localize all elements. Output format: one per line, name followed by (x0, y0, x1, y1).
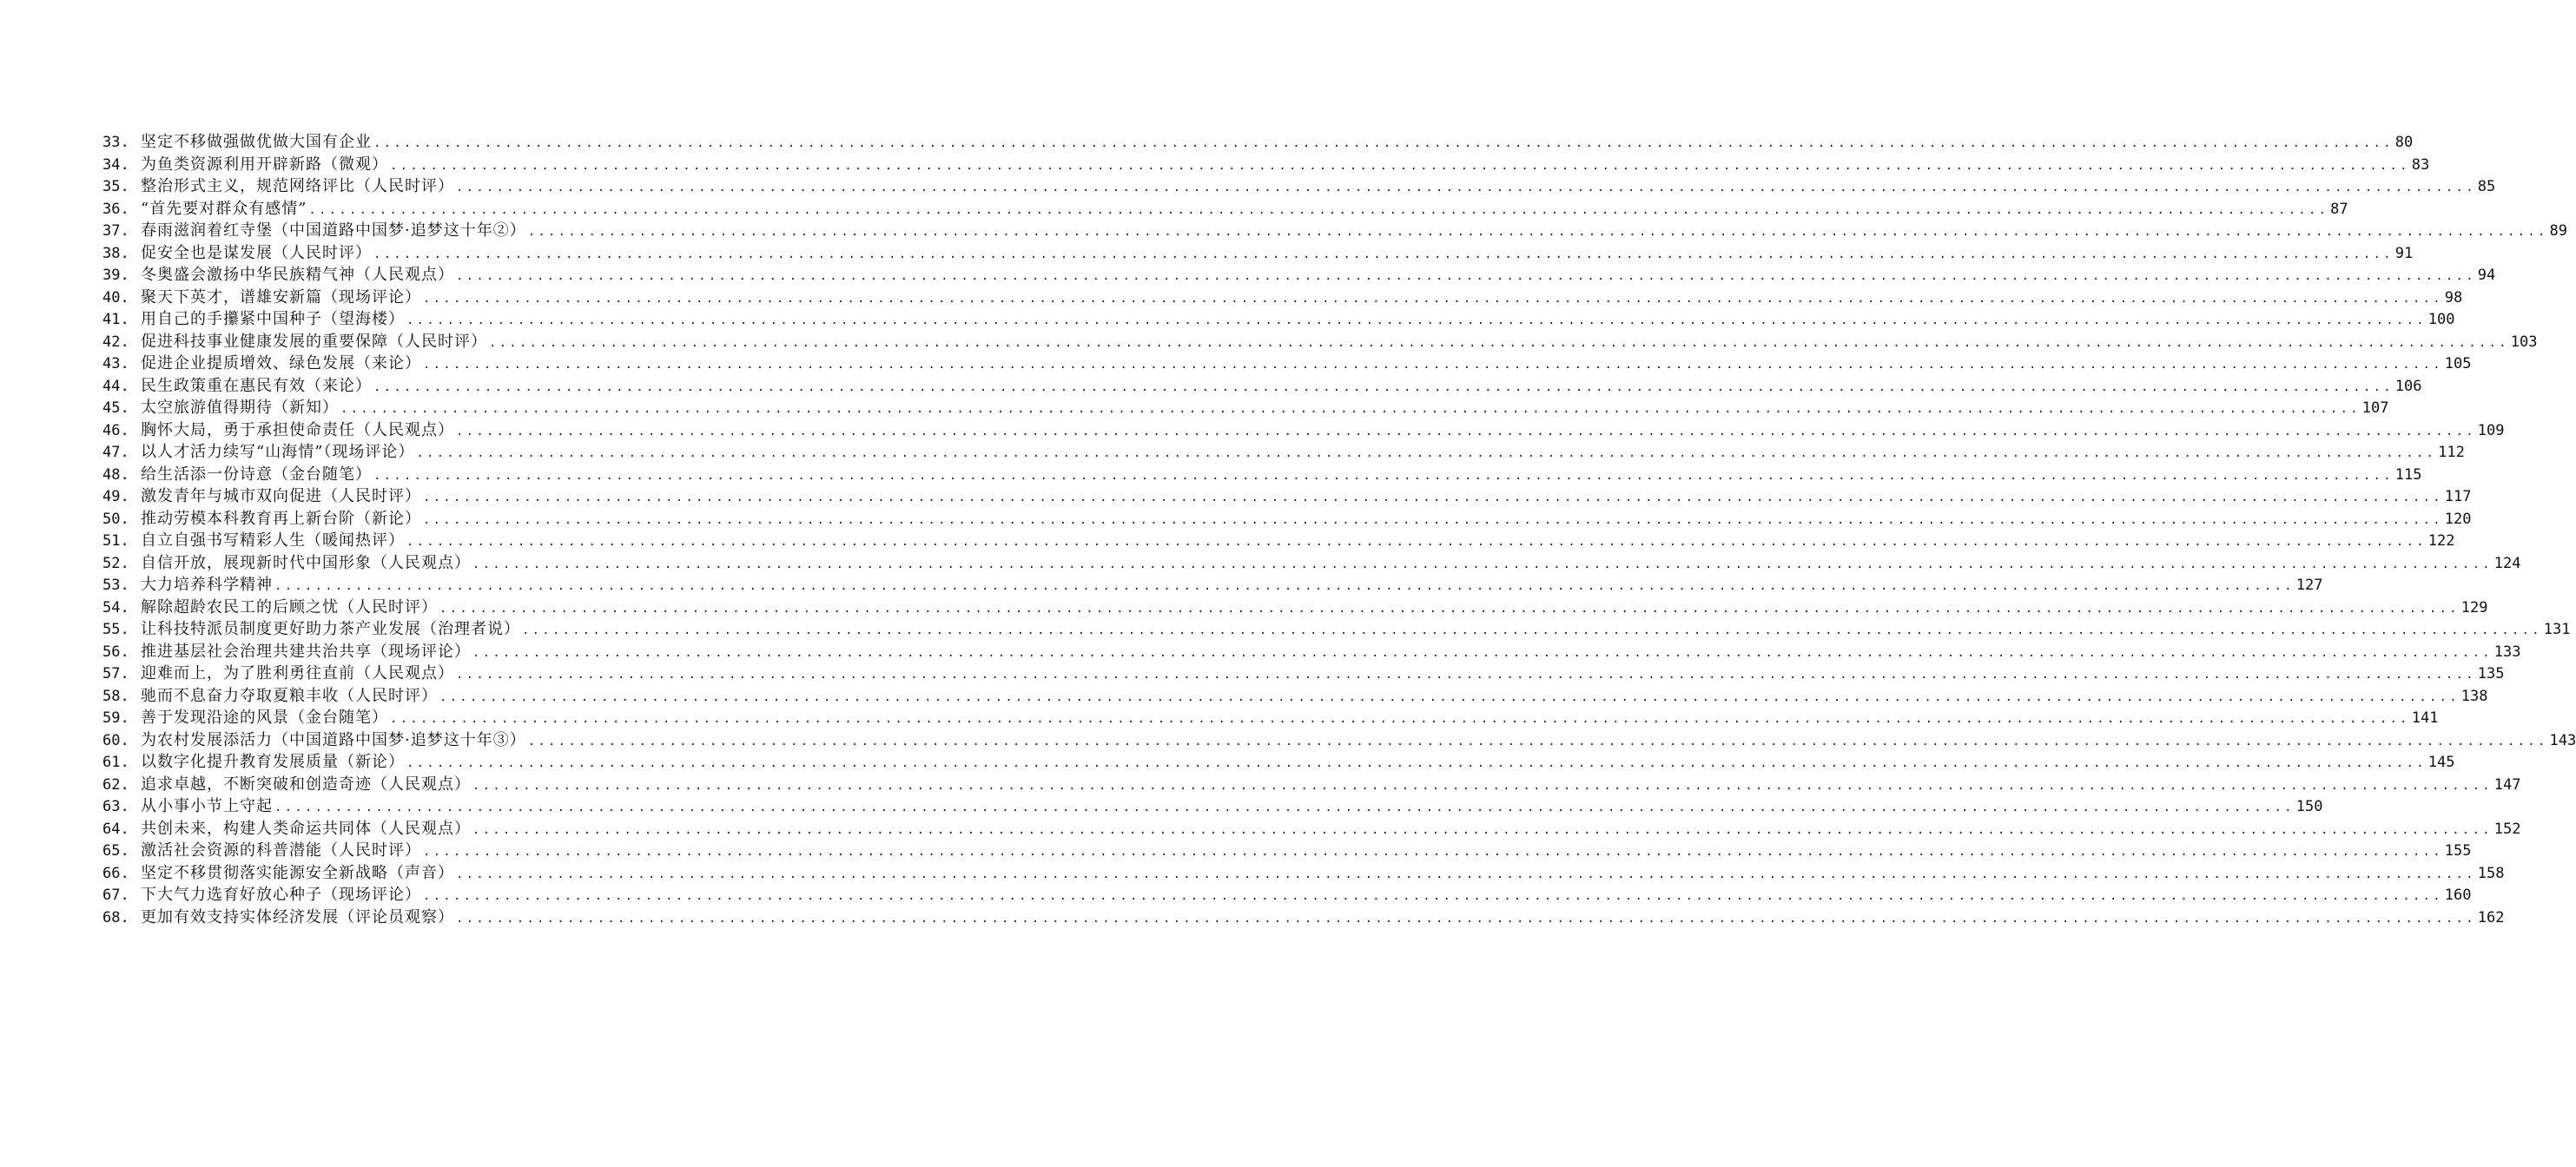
entry-number: 35. (102, 178, 129, 195)
page-number: 120 (2444, 510, 2472, 528)
entry-title: 民生政策重在惠民有效（来论） (141, 376, 372, 395)
page-number: 160 (2444, 887, 2472, 904)
dot-leader: ........................................................................................................................................................................................................ (439, 689, 2460, 704)
dot-leader: ........................................................................................................................................................................................................ (390, 712, 2410, 726)
dot-leader: ........................................................................................................................................................................................................ (340, 402, 2361, 416)
dot-leader: ........................................................................................................................................................................................................ (423, 512, 2443, 527)
dot-leader: ........................................................................................................................................................................................................ (274, 801, 2295, 814)
page-number: 103 (2510, 333, 2538, 351)
toc-entry[interactable] (102, 840, 2472, 862)
entry-title: 促进企业提质增效、绿色发展（来论） (141, 354, 421, 373)
dot-leader: ........................................................................................................................................................................................................ (456, 269, 2476, 283)
toc-entry[interactable] (102, 264, 2496, 287)
toc-entry[interactable] (102, 907, 2505, 929)
page-number: 147 (2493, 775, 2521, 794)
entry-number: 49. (102, 488, 129, 505)
entry-title: 激活社会资源的科普潜能（人民时评） (141, 841, 421, 860)
page-number: 80 (2394, 134, 2414, 151)
toc-entry[interactable] (102, 175, 2496, 198)
page-number: 94 (2477, 267, 2496, 284)
toc-entry[interactable] (102, 574, 2323, 597)
entry-number: 68. (102, 908, 129, 926)
toc-entry[interactable] (102, 419, 2505, 442)
page-number: 145 (2427, 754, 2455, 771)
page-number: 100 (2427, 311, 2455, 328)
page-number: 162 (2477, 908, 2505, 926)
entry-number: 39. (102, 267, 129, 284)
entry-title: 迎难而上，为了胜利勇往直前（人民观点） (141, 664, 454, 682)
toc-entry[interactable] (102, 353, 2472, 375)
toc-entry[interactable] (102, 508, 2472, 531)
entry-title: 胸怀大局，勇于承担使命责任（人民观点） (141, 420, 454, 439)
page-number: 105 (2444, 355, 2472, 373)
entry-title: “首先要对群众有感情” (141, 199, 307, 218)
entry-number: 38. (102, 244, 129, 262)
page-number: 158 (2477, 864, 2505, 882)
page-number: 152 (2493, 820, 2521, 838)
dot-leader: ........................................................................................................................................................................................................ (456, 867, 2476, 881)
entry-number: 34. (102, 155, 129, 174)
table-of-contents (102, 131, 2576, 928)
toc-entry[interactable] (102, 707, 2439, 729)
entry-title: 整治形式主义，规范网络评比（人民时评） (141, 177, 454, 195)
dot-leader: ........................................................................................................................................................................................................ (423, 491, 2443, 504)
page-number: 131 (2543, 621, 2571, 638)
dot-leader: ........................................................................................................................................................................................................ (406, 756, 2427, 770)
toc-entry[interactable] (102, 530, 2455, 552)
page-number: 117 (2444, 488, 2472, 505)
entry-number: 52. (102, 554, 129, 572)
dot-leader: ........................................................................................................................................................................................................ (489, 335, 2509, 350)
entry-number: 46. (102, 421, 129, 439)
toc-entry[interactable] (102, 641, 2521, 663)
toc-entry[interactable] (102, 862, 2505, 885)
page-number: 124 (2493, 554, 2521, 572)
entry-title: 推动劳模本科教育再上新台阶（新论） (141, 509, 421, 528)
dot-leader: ........................................................................................................................................................................................................ (423, 889, 2443, 903)
page-number: 107 (2361, 399, 2389, 417)
page-number: 122 (2427, 532, 2455, 550)
dot-leader: ........................................................................................................................................................................................................ (472, 645, 2493, 660)
dot-leader: ........................................................................................................................................................................................................ (527, 225, 2548, 239)
entry-title: 自立自强书写精彩人生（暖闻热评） (141, 531, 405, 550)
entry-number: 59. (102, 709, 129, 727)
dot-leader: ........................................................................................................................................................................................................ (274, 579, 2295, 593)
entry-number: 56. (102, 643, 129, 661)
page-number: 133 (2493, 643, 2521, 661)
entry-title: 大力培养科学精神 (141, 576, 273, 594)
toc-entry[interactable] (102, 131, 2414, 154)
toc-entry[interactable] (102, 751, 2455, 774)
entry-number: 61. (102, 754, 129, 771)
entry-title: 以数字化提升教育发展质量（新论） (141, 753, 405, 771)
page-number: 83 (2411, 155, 2430, 174)
dot-leader: ........................................................................................................................................................................................................ (456, 181, 2476, 194)
toc-entry[interactable] (102, 242, 2414, 265)
page-number: 91 (2394, 244, 2414, 262)
page-number: 109 (2477, 421, 2505, 439)
entry-number: 55. (102, 621, 129, 638)
entry-number: 44. (102, 377, 129, 395)
entry-number: 53. (102, 577, 129, 594)
toc-entry[interactable] (102, 464, 2422, 486)
entry-title: 促进科技事业健康发展的重要保障（人民时评） (141, 332, 487, 351)
toc-entry[interactable] (102, 154, 2430, 176)
toc-entry[interactable] (102, 884, 2472, 907)
entry-number: 40. (102, 288, 129, 307)
entry-title: 冬奥盛会激扬中华民族精气神（人民观点） (141, 266, 454, 284)
dot-leader: ........................................................................................................................................................................................................ (456, 668, 2476, 682)
entry-number: 66. (102, 864, 129, 882)
page-number: 87 (2330, 200, 2348, 218)
toc-entry[interactable] (102, 220, 2567, 242)
entry-number: 62. (102, 775, 129, 794)
page-number: 106 (2394, 377, 2422, 395)
dot-leader: ........................................................................................................................................................................................................ (390, 158, 2410, 173)
entry-title: 春雨滋润着红寺堡（中国道路中国梦·追梦这十年②） (141, 221, 526, 240)
page-number: 138 (2460, 687, 2488, 705)
entry-title: 坚定不移贯彻落实能源安全新战略（声音） (141, 863, 454, 882)
entry-title: 善于发现沿途的风景（金台随笔） (141, 709, 388, 727)
entry-title: 追求卓越，不断突破和创造奇迹（人民观点） (141, 775, 471, 794)
entry-number: 45. (102, 399, 129, 417)
toc-entry[interactable] (102, 397, 2389, 419)
toc-entry[interactable] (102, 597, 2488, 619)
dot-leader: ........................................................................................................................................................................................................ (472, 557, 2493, 571)
dot-leader: ........................................................................................................................................................................................................ (416, 446, 2437, 460)
entry-title: 促安全也是谋发展（人民时评） (141, 243, 372, 262)
toc-entry[interactable] (102, 441, 2465, 464)
dot-leader: ........................................................................................................................................................................................................ (456, 911, 2476, 926)
page-number: 115 (2394, 465, 2422, 484)
entry-title: 更加有效支持实体经济发展（评论员观察） (141, 907, 454, 926)
dot-leader: ........................................................................................................................................................................................................ (373, 136, 2394, 150)
dot-leader: ........................................................................................................................................................................................................ (522, 623, 2542, 637)
toc-entry[interactable] (102, 774, 2521, 796)
toc-entry[interactable] (102, 795, 2323, 818)
entry-title: 以人才活力续写“山海情”（现场评论） (141, 443, 415, 461)
toc-entry[interactable] (102, 198, 2348, 221)
entry-title: 从小事小节上守起 (141, 797, 273, 815)
toc-entry[interactable] (102, 485, 2472, 508)
entry-title: 给生活添一份诗意（金台随笔） (141, 465, 372, 484)
toc-entry[interactable] (102, 308, 2455, 331)
entry-number: 60. (102, 731, 129, 749)
page-number: 98 (2444, 288, 2463, 307)
entry-title: 驰而不息奋力夺取夏粮丰收（人民时评） (141, 686, 438, 705)
entry-title: 用自己的手攥紧中国种子（望海楼） (141, 310, 405, 328)
entry-title: 太空旅游值得期待（新知） (141, 399, 339, 417)
dot-leader: ........................................................................................................................................................................................................ (423, 845, 2443, 859)
entry-title: 下大气力选育好放心种子（现场评论） (141, 886, 421, 904)
dot-leader: ........................................................................................................................................................................................................ (308, 202, 2329, 217)
page-number: 141 (2411, 709, 2439, 727)
dot-leader: ........................................................................................................................................................................................................ (527, 734, 2548, 748)
entry-number: 33. (102, 134, 129, 151)
page-number: 85 (2477, 178, 2496, 195)
toc-entry[interactable] (102, 331, 2538, 353)
toc-entry[interactable] (102, 685, 2488, 708)
entry-title: 为农村发展添活力（中国道路中国梦·追梦这十年③） (141, 730, 526, 749)
entry-title: 激发青年与城市双向促进（人民时评） (141, 487, 421, 505)
entry-title: 为鱼类资源利用开辟新路（微观） (141, 155, 388, 174)
page-number: 155 (2444, 842, 2472, 860)
dot-leader: ........................................................................................................................................................................................................ (439, 601, 2460, 616)
page-number: 112 (2438, 444, 2465, 461)
page-number: 129 (2460, 598, 2488, 616)
toc-entry[interactable] (102, 552, 2521, 575)
entry-number: 50. (102, 510, 129, 528)
page-number: 143 (2549, 731, 2576, 749)
dot-leader: ........................................................................................................................................................................................................ (373, 379, 2394, 394)
entry-number: 51. (102, 532, 129, 550)
entry-number: 42. (102, 333, 129, 351)
toc-entry[interactable] (102, 618, 2571, 641)
entry-number: 41. (102, 311, 129, 328)
entry-number: 36. (102, 200, 129, 218)
entry-number: 54. (102, 598, 129, 616)
toc-entry[interactable] (102, 375, 2422, 398)
dot-leader: ........................................................................................................................................................................................................ (472, 822, 2493, 837)
entry-number: 58. (102, 687, 129, 705)
entry-number: 57. (102, 665, 129, 682)
entry-number: 47. (102, 444, 129, 461)
entry-number: 65. (102, 842, 129, 860)
entry-number: 67. (102, 887, 129, 904)
entry-title: 解除超龄农民工的后顾之忧（人民时评） (141, 597, 438, 616)
dot-leader: ........................................................................................................................................................................................................ (373, 247, 2394, 261)
dot-leader: ........................................................................................................................................................................................................ (373, 468, 2394, 483)
entry-title: 聚天下英才，谱雄安新篇（现场评论） (141, 287, 421, 307)
toc-entry[interactable] (102, 287, 2463, 309)
dot-leader: ........................................................................................................................................................................................................ (406, 313, 2427, 327)
entry-number: 43. (102, 355, 129, 373)
dot-leader: ........................................................................................................................................................................................................ (423, 358, 2443, 372)
entry-title: 自信开放，展现新时代中国形象（人民观点） (141, 553, 471, 572)
page-number: 89 (2549, 222, 2567, 240)
entry-number: 63. (102, 798, 129, 815)
entry-title: 推进基层社会治理共建共治共享（现场评论） (141, 642, 471, 661)
dot-leader: ........................................................................................................................................................................................................ (472, 778, 2493, 793)
toc-entry[interactable] (102, 663, 2505, 685)
entry-title: 让科技特派员制度更好助力茶产业发展（治理者说） (141, 620, 520, 638)
entry-title: 共创未来，构建人类命运共同体（人民观点） (141, 819, 471, 838)
page-number: 135 (2477, 665, 2505, 682)
dot-leader: ........................................................................................................................................................................................................ (456, 424, 2476, 438)
toc-entry[interactable] (102, 729, 2576, 752)
toc-entry[interactable] (102, 818, 2521, 841)
page-number: 150 (2295, 798, 2323, 815)
entry-title: 坚定不移做强做优做大国有企业 (141, 133, 372, 151)
entry-number: 48. (102, 465, 129, 484)
dot-leader: ........................................................................................................................................................................................................ (406, 535, 2427, 549)
dot-leader: ........................................................................................................................................................................................................ (423, 291, 2443, 306)
page-number: 127 (2295, 577, 2323, 594)
entry-number: 64. (102, 820, 129, 838)
entry-number: 37. (102, 222, 129, 240)
